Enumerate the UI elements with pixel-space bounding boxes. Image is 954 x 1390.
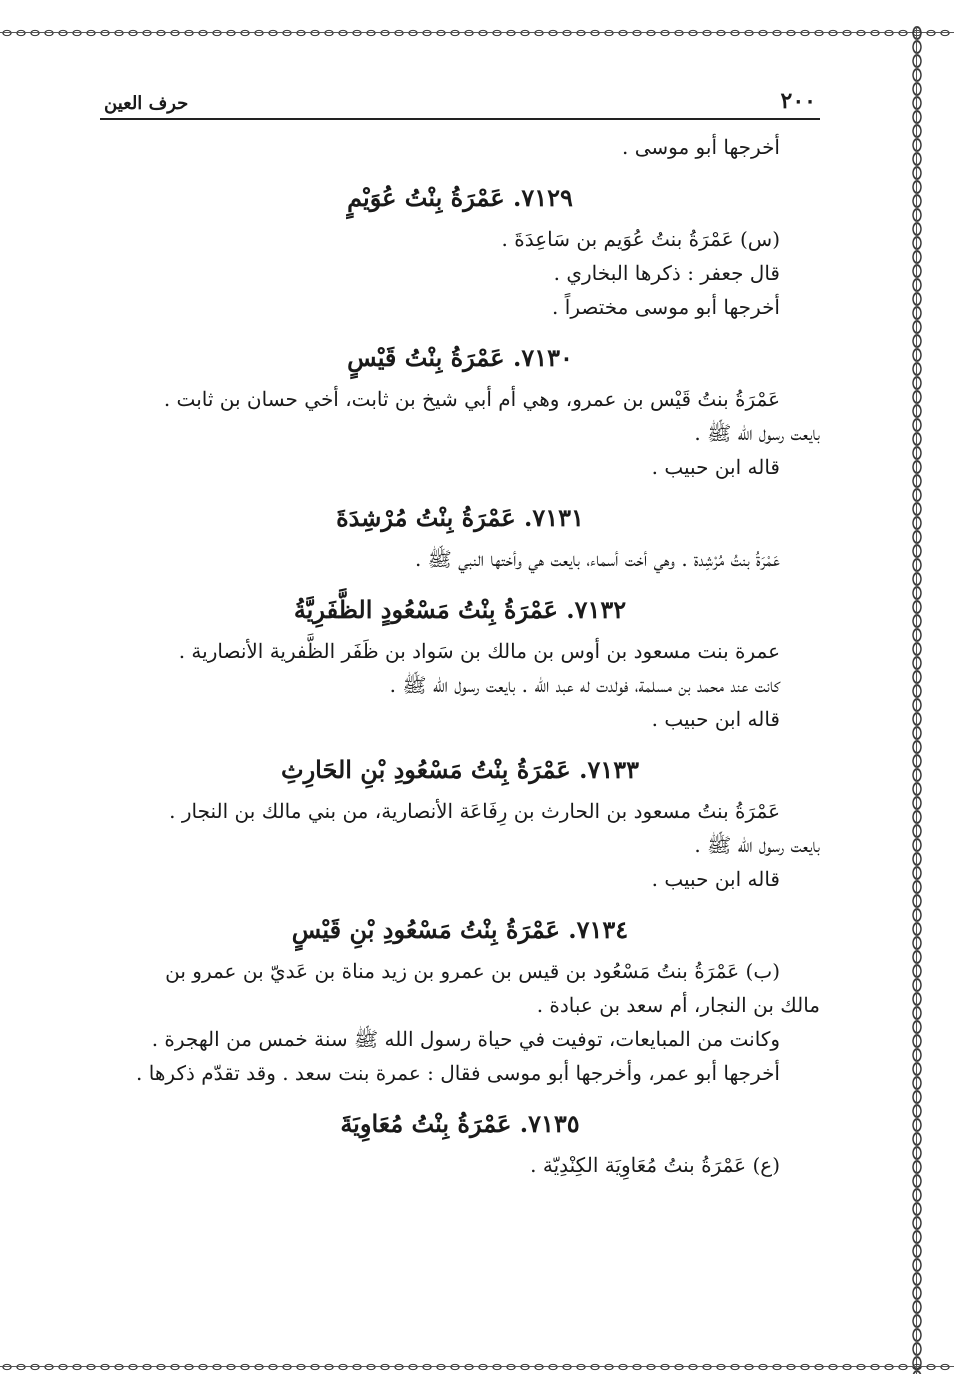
- running-head: حرف العين: [104, 93, 189, 114]
- entry-line: (س) عَمْرَةُ بنتُ عُوَيم بن سَاعِدَةَ .: [501, 227, 780, 251]
- entry-line: أخرجها أبو عمر، وأخرجها أبو موسى فقال : عمرة بنت سعد . وقد تقدّم ذكرها .: [136, 1061, 780, 1085]
- entry-line: وكانت من المبايعات، توفيت في حياة رسول الله ﷺ سنة خمس من الهجرة .: [151, 1027, 780, 1051]
- entry-7135: [100, 1104, 820, 1182]
- page-header: [100, 84, 820, 120]
- entry-line: بايعت رسول الله ﷺ .: [694, 833, 820, 857]
- entry-line: كانت عند محمد بن مسلمة، فولدت له عبد الله . بايعت رسول الله ﷺ .: [389, 673, 780, 697]
- entry-line: قال جعفر : ذكرها البخاري .: [553, 261, 780, 285]
- ornamental-border-right: [910, 26, 924, 1374]
- entry-title: ٧١٣٠. عَمْرَةُ بِنْتُ قَيْسٍ: [347, 343, 573, 372]
- entry-7133: [100, 750, 820, 896]
- entry-line: قاله ابن حبيب .: [651, 867, 780, 891]
- entry-line: أخرجها أبو موسى مختصراً .: [552, 295, 780, 319]
- entry-line: (ب) عَمْرَةُ بنتُ مَسْعُود بن قيس بن عمرو بن زيد مناة بن عَديّ بن عمرو بن: [165, 959, 780, 983]
- entry-title: ٧١٣٥. عَمْرَةُ بِنْتُ مُعَاوِيَةَ: [340, 1109, 580, 1138]
- entry-line: عَمْرَةُ بنتُ مُرْشِدة . وهي أخت أسماء، بايعت هي وأختها النبي ﷺ .: [414, 547, 780, 571]
- entry-title: ٧١٣٢. عَمْرَةُ بِنْتُ مَسْعُودٍ الظَّفَرِيَّةُ: [293, 595, 627, 624]
- book-page: [100, 84, 820, 1182]
- entry-line: قاله ابن حبيب .: [651, 455, 780, 479]
- intro-line: أخرجها أبو موسى .: [622, 135, 780, 159]
- entry-line: (ع) عَمْرَةُ بنتُ مُعَاوِيَة الكِنْدِيّة .: [530, 1153, 780, 1177]
- entry-line: عمرة بنت مسعود بن أوس بن مالك بن سَواد بن ظَفَر الظَّفرية الأنصارية .: [178, 639, 780, 663]
- entry-line: عَمْرَةُ بنتُ مسعود بن الحارث بن رِفَاعَة الأنصارية، من بني مالك بن النجار .: [169, 799, 780, 823]
- entry-title: ٧١٣٤. عَمْرَةُ بِنْتُ مَسْعُودِ بْنِ قَيْسٍ: [291, 915, 629, 944]
- ornamental-border-bottom: [0, 1360, 954, 1374]
- entry-7130: [100, 338, 820, 484]
- page-content: [100, 120, 820, 1182]
- ornamental-border-top: [0, 26, 954, 40]
- entry-line: بايعت رسول الله ﷺ .: [694, 421, 820, 445]
- entry-line: عَمْرَةُ بنتُ قَيْس بن عمرو، وهي أم أبي شيخ بن ثابت، أخي حسان بن ثابت .: [163, 387, 780, 411]
- entry-7131: [100, 498, 820, 576]
- entry-7129: [100, 178, 820, 324]
- entry-title: ٧١٣١. عَمْرَةُ بِنْتُ مُرْشِدَةَ: [336, 503, 584, 532]
- entry-7134: [100, 910, 820, 1090]
- entry-title: ٧١٣٣. عَمْرَةُ بِنْتُ مَسْعُودِ بْنِ الحَارِثِ: [280, 755, 640, 784]
- entry-line: مالك بن النجار، أم سعد بن عبادة .: [536, 993, 820, 1017]
- page-number: ٢٠٠: [780, 88, 816, 114]
- entry-line: قاله ابن حبيب .: [651, 707, 780, 731]
- entry-title: ٧١٢٩. عَمْرَةُ بِنْتُ عُوَيْمٍ: [347, 183, 573, 212]
- entry-7132: [100, 590, 820, 736]
